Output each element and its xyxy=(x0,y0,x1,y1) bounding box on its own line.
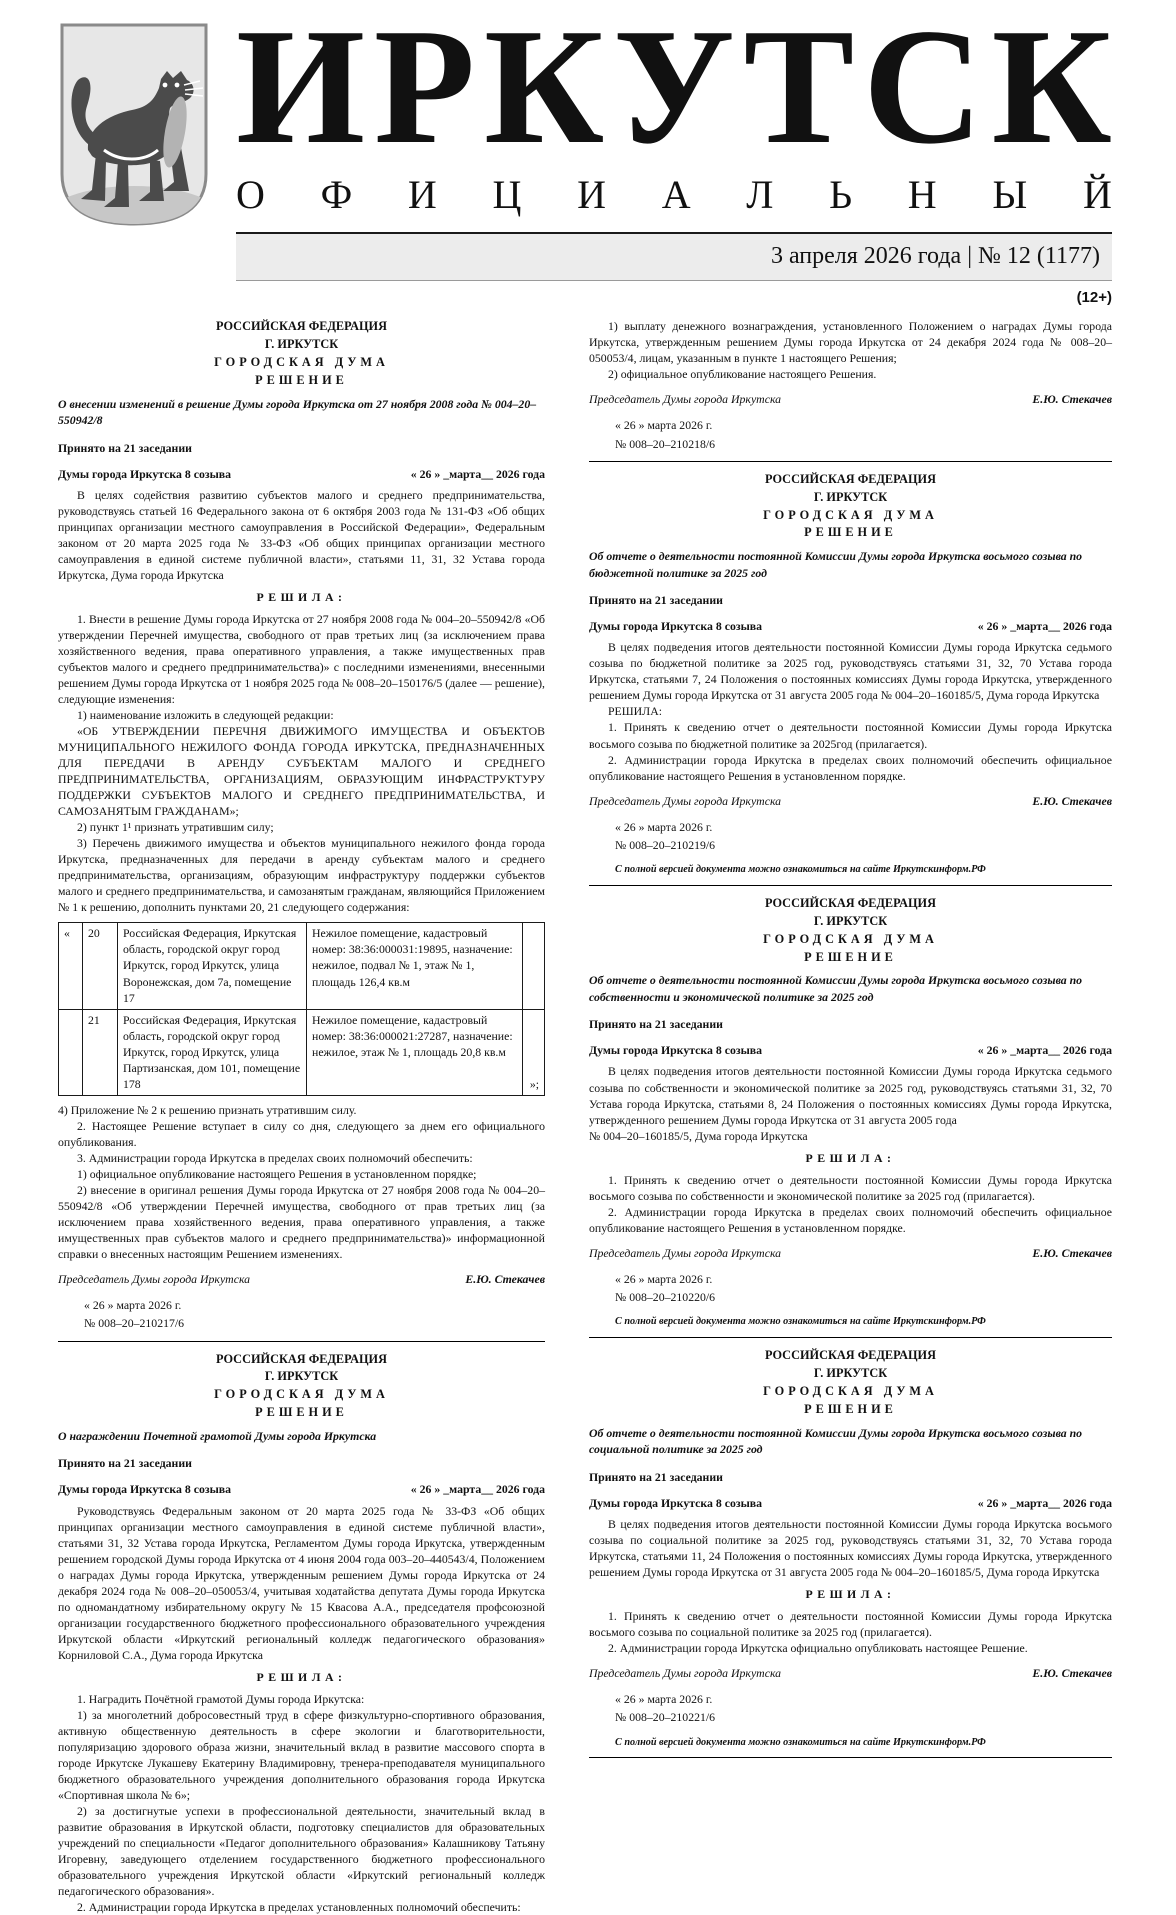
heading-doc-type: РЕШЕНИЕ xyxy=(255,1405,348,1420)
paragraph: 1) за многолетний добросовестный труд в сфере физкультурно-спортивного образования, активную общественную деятельность в сфере экологии и благотворительности, популяризацию здорового образа жизни, значительный вклад в развитие массового спорта в городе Иркутске Лукашеву Екатерину Владимировну, тренера-преподавателя муниципального бюджетного образовательного учреждения дополнительного образования города Иркутска «Спортивная школа № 6»; xyxy=(58,1707,545,1803)
paragraph: «ОБ УТВЕРЖДЕНИИ ПЕРЕЧНЯ ДВИЖИМОГО ИМУЩЕСТВА И ОБЪЕКТОВ МУНИЦИПАЛЬНОГО НЕЖИЛОГО ФОНДА ГОРОДА ИРКУТСКА, ПРЕДНАЗНАЧЕННЫХ ДЛЯ ПЕРЕДАЧИ В АРЕНДУ СУБЪЕКТАМ МАЛОГО И СРЕДНЕГО ПРЕДПРИНИМАТЕЛЬСТВА, ОРГАНИЗАЦИЯМ, ОБРАЗУЮЩИМ ИНФРАСТРУКТУРУ ПОДДЕРЖКИ СУБЪЕКТОВ МАЛОГО И СРЕДНЕГО ПРЕДПРИНИМАТЕЛЬСТВА, И САМОЗАНЯТЫМ ГРАЖДАНАМ»; xyxy=(58,724,545,819)
signature-dates xyxy=(615,416,1112,453)
heading-country: РОССИЙСКАЯ ФЕДЕРАЦИЯ xyxy=(216,1351,387,1366)
full-version-footnote: С полной версией документа можно ознакомиться на сайте Иркутскинформ.РФ xyxy=(615,1316,986,1328)
newspaper-subtitle: О Ф И Ц И А Л Ь Н Ы Й xyxy=(236,171,1112,217)
convocation-label: Думы города Иркутска 8 созыва xyxy=(589,619,763,634)
decision-4 xyxy=(589,895,1112,1329)
chairman-title: Председатель Думы города Иркутска xyxy=(58,1272,251,1287)
decision-subject: Об отчете о деятельности постоянной Комиссии Думы города Иркутска восьмого созыва по собственности и экономической политике за 2025 год xyxy=(589,973,1083,1004)
paragraph: 1. Внести в решение Думы города Иркутска от 27 ноября 2008 года № 004–20–550942/8 «Об утверждении Перечней имущества, свободного от прав третьих лиц (за исключением права хозяйственного ведения, права оперативного управления, а также имущественных прав субъектов малого и среднего предпринимательства)» с последними изменениями, внесенными решением Думы города Иркутска от 1 ноября 2025 года № 008–20–150176/5 (далее — решение), следующие изменения: xyxy=(58,611,545,706)
decision-subject: О внесении изменений в решение Думы города Иркутска от 27 ноября 2008 года № 004–20–550942/8 xyxy=(58,396,537,428)
paragraph: 1) выплату денежного вознаграждения, установленного Положением о наградах Думы города Иркутска, утвержденным решением Думы города Иркутска от 24 декабря 2024 года № 008–20–050053/4, лицам, указанным в пункте 1 настоящего Решения; xyxy=(589,319,1112,366)
resolved-heading: РЕШИЛА: xyxy=(805,1586,896,1601)
chairman-name: Е.Ю. Стекачев xyxy=(465,1272,545,1287)
heading-doc-type: РЕШЕНИЕ xyxy=(804,949,897,964)
paragraph: 1. Принять к сведению отчет о деятельности постоянной Комиссии Думы города Иркутска восьмого созыва по собственности и экономической политике за 2025 год (прилагается). xyxy=(589,1172,1112,1203)
decision-1 xyxy=(58,318,545,1332)
doc-number: № 008–20–210221/6 xyxy=(615,1710,716,1725)
chairman-name: Е.Ю. Стекачев xyxy=(1032,793,1112,808)
convocation-label: Думы города Иркутска 8 созыва xyxy=(589,1495,763,1510)
paragraph: 1. Наградить Почётной грамотой Думы города Иркутска: xyxy=(77,1691,365,1706)
right-column xyxy=(589,318,1112,1915)
adopted-line: Принято на 21 заседании xyxy=(589,1469,723,1484)
description-cell: Нежилое помещение, кадастровый номер: 38:36:000031:19895, назначение: нежилое, подвал № 1, этаж № 1, площадь 126,4 кв.м xyxy=(307,923,523,1009)
heading-doc-type: РЕШЕНИЕ xyxy=(804,1401,897,1416)
heading-city: Г. ИРКУТСК xyxy=(813,489,888,504)
paragraph: 2. Настоящее Решение вступает в силу со дня, следующего за днем его официального опубликования. xyxy=(58,1118,545,1149)
coat-of-arms-logo xyxy=(58,22,210,227)
section-divider xyxy=(589,885,1112,886)
paragraph: № 004–20–160185/5, Дума города Иркутска xyxy=(589,1128,808,1143)
chairman-title: Председатель Думы города Иркутска xyxy=(589,1245,782,1260)
paragraph: 3. Администрации города Иркутска в пределах своих полномочий обеспечить: xyxy=(77,1150,473,1165)
session-date: « 26 » _марта__ 2026 года xyxy=(977,1495,1112,1510)
convocation-row xyxy=(58,1481,545,1497)
paragraph: 2) внесение в оригинал решения Думы города Иркутска от 27 ноября 2008 года № 004–20–550942/8 «Об утверждении Перечней имущества, свободного от прав третьих лиц (за исключением права хозяйственного ведения, права оперативного управления, а также имущественных прав субъектов малого и среднего предпринимательства)» информационной справки о внесенных настоящим Решением изменениях. xyxy=(58,1182,545,1261)
babr-emblem-graphic xyxy=(58,22,210,227)
signature-dates xyxy=(615,818,1112,855)
signature-row xyxy=(58,1271,545,1287)
heading-assembly: ГОРОДСКАЯ ДУМА xyxy=(763,507,938,522)
decision-2-continuation xyxy=(589,318,1112,453)
sign-date: « 26 » марта 2026 г. xyxy=(84,1298,182,1313)
adopted-line: Принято на 21 заседании xyxy=(589,593,723,608)
decision-3 xyxy=(589,471,1112,877)
babr-eye xyxy=(175,83,180,88)
heading-doc-type: РЕШЕНИЕ xyxy=(255,372,348,387)
age-rating-badge: (12+) xyxy=(1076,288,1112,306)
newspaper-title: И Р К У Т С К xyxy=(236,0,1112,178)
convocation-label: Думы города Иркутска 8 созыва xyxy=(58,1482,232,1497)
sign-date: « 26 » марта 2026 г. xyxy=(615,1691,713,1706)
chairman-title: Председатель Думы города Иркутска xyxy=(589,392,782,407)
paragraph: В целях подведения итогов деятельности постоянной Комиссии Думы города Иркутска седьмого созыва по собственности и экономической политике за 2025 год, руководствуясь статьями 31, 32, 70 Устава города Иркутска, статьями 8, 24 Положения о постоянных комиссиях Думы города Иркутска, утвержденного решением Думы города Иркутска от 31 августа 2005 года xyxy=(589,1064,1112,1127)
paragraph: 3) Перечень движимого имущества и объектов муниципального нежилого фонда города Иркутска, предназначенных для передачи в аренду субъектам малого и среднего предпринимательства, организациям, образующим инфраструктуру поддержки субъектов малого и среднего предпринимательства, и самозанятым гражданам, являющийся Приложением № 1 к решению, дополнить пунктами 20, 21 следующего содержания: xyxy=(58,836,545,915)
paragraph: 1) наименование изложить в следующей редакции: xyxy=(77,708,334,722)
paragraph: 1) официальное опубликование настоящего Решения в установленном порядке; xyxy=(77,1166,477,1181)
resolved-heading: РЕШИЛА: xyxy=(256,1669,347,1684)
paragraph: Руководствуясь Федеральным законом от 20 марта 2025 года № 33-ФЗ «Об общих принципах организации местного самоуправления в единой системе публичной власти», статьями 31, 32 Устава города Иркутска, Регламентом Думы города Иркутска, утвержденным решением городской Думы города Иркутска от 4 июня 2004 года 003–20–440543/4, Положением о наградах Думы города Иркутска, утвержденным решением Думы города Иркутска от 24 декабря 2024 года № 008–20–050053/4, учитывая ходатайства депутата Думы города Иркутска по одномандатному избирательному округу № 15 Квасова А.А., председателя профсоюзной организации государственного бюджетного профессионального образовательного учреждения Иркутской области «Иркутский региональный колледж педагогического образования» Корниловой С.А., Дума города Иркутска xyxy=(58,1503,545,1662)
section-divider xyxy=(589,1757,1112,1758)
paragraph: В целях содействия развитию субъектов малого и среднего предпринимательства, руководствуясь статьей 16 Федерального закона от 6 октября 2003 года № 131-ФЗ «Об общих принципах организации местного самоуправления в Российской Федерации», Федеральным законом от 20 марта 2025 года № 33-ФЗ «Об общих принципах организации местного самоуправления в единой системе публичной власти», статьями 11, 31, 32 Устава города Иркутска, Дума города Иркутска xyxy=(58,487,545,582)
resolved-inline: РЕШИЛА: xyxy=(608,704,662,719)
full-version-footnote: С полной версией документа можно ознакомиться на сайте Иркутскинформ.РФ xyxy=(615,864,986,876)
heading-country: РОССИЙСКАЯ ФЕДЕРАЦИЯ xyxy=(765,896,936,911)
paragraph: 2. Администрации города Иркутска в пределах установленных полномочий обеспечить: xyxy=(77,1900,521,1915)
decision-5 xyxy=(589,1347,1112,1749)
session-date: « 26 » _марта__ 2026 года xyxy=(977,1043,1112,1058)
signature-dates xyxy=(615,1690,1112,1727)
paragraph: В целях подведения итогов деятельности постоянной Комиссии Думы города Иркутска седьмого созыва по бюджетной политике за 2025 год, руководствуясь статьями 31, 32, 70 Устава города Иркутска, статьями 7, 24 Положения о постоянных комиссиях Думы города Иркутска, утвержденного решением Думы города Иркутска от 31 августа 2005 года № 004–20–160185/5, Дума города Иркутска xyxy=(589,640,1112,703)
resolved-heading: РЕШИЛА: xyxy=(256,589,347,604)
heading-doc-type: РЕШЕНИЕ xyxy=(804,525,897,540)
doc-number: № 008–20–210217/6 xyxy=(84,1316,185,1331)
signature-dates xyxy=(84,1296,545,1333)
table-row xyxy=(59,923,545,1009)
left-column xyxy=(58,318,545,1915)
issue-date: 3 апреля 2026 года | № 12 (1177) xyxy=(770,243,1100,270)
resolved-heading: РЕШИЛА: xyxy=(805,1150,896,1165)
convocation-row xyxy=(589,618,1112,634)
paragraph: 4) Приложение № 2 к решению признать утратившим силу. xyxy=(58,1102,357,1117)
heading-country: РОССИЙСКАЯ ФЕДЕРАЦИЯ xyxy=(765,471,936,486)
property-table xyxy=(58,922,545,1095)
paragraph: 2. Администрации города Иркутска официально опубликовать настоящее Решение. xyxy=(608,1640,1028,1655)
decision-subject: О награждении Почетной грамотой Думы города Иркутска xyxy=(58,1428,377,1443)
signature-row xyxy=(589,1245,1112,1261)
decision-heading xyxy=(58,1351,545,1422)
chairman-name: Е.Ю. Стекачев xyxy=(1032,1665,1112,1680)
chairman-name: Е.Ю. Стекачев xyxy=(1032,392,1112,407)
sign-date: « 26 » марта 2026 г. xyxy=(615,418,713,433)
paragraph: 2) официальное опубликование настоящего Решения. xyxy=(608,367,877,382)
heading-assembly: ГОРОДСКАЯ ДУМА xyxy=(214,1387,389,1402)
paragraph: 2. Администрации города Иркутска в пределах своих полномочий обеспечить официальное опубликование настоящего Решения в установленном порядке. xyxy=(589,752,1112,783)
adopted-line: Принято на 21 заседании xyxy=(58,1456,192,1471)
decision-heading xyxy=(589,895,1112,966)
chairman-name: Е.Ю. Стекачев xyxy=(1032,1245,1112,1260)
chairman-title: Председатель Думы города Иркутска xyxy=(589,1665,782,1680)
adopted-line: Принято на 21 заседании xyxy=(589,1017,723,1032)
heading-city: Г. ИРКУТСК xyxy=(813,913,888,928)
adopted-line: Принято на 21 заседании xyxy=(58,440,192,455)
chairman-title: Председатель Думы города Иркутска xyxy=(589,793,782,808)
session-date: « 26 » _марта__ 2026 года xyxy=(977,619,1112,634)
signature-row xyxy=(589,1665,1112,1681)
convocation-row xyxy=(589,1042,1112,1058)
address-cell: Российская Федерация, Иркутская область, городской округ город Иркутск, город Иркутск, улица Партизанская, дом 101, помещение 178 xyxy=(118,1009,307,1095)
open-quote-cell xyxy=(59,1009,83,1095)
content-columns xyxy=(58,318,1112,1915)
paragraph: 2) пункт 1¹ признать утратившим силу; xyxy=(77,820,274,835)
heading-country: РОССИЙСКАЯ ФЕДЕРАЦИЯ xyxy=(216,319,387,334)
close-quote-cell xyxy=(523,923,545,1009)
address-cell: Российская Федерация, Иркутская область, городской округ город Иркутск, город Иркутск, улица Воронежская, дом 7а, помещение 17 xyxy=(118,923,307,1009)
heading-country: РОССИЙСКАЯ ФЕДЕРАЦИЯ xyxy=(765,1348,936,1363)
paragraph: 1. Принять к сведению отчет о деятельности постоянной Комиссии Думы города Иркутска восьмого созыва по бюджетной политике за 2025год (прилагается). xyxy=(589,720,1112,751)
section-divider xyxy=(589,461,1112,462)
decision-heading xyxy=(58,318,545,389)
session-date: « 26 » _марта__ 2026 года xyxy=(410,466,545,481)
issue-date-bar xyxy=(236,232,1112,281)
heading-assembly: ГОРОДСКАЯ ДУМА xyxy=(214,354,389,369)
heading-assembly: ГОРОДСКАЯ ДУМА xyxy=(763,931,938,946)
paragraph: 2. Администрации города Иркутска в пределах своих полномочий обеспечить официальное опубликование настоящего Решения в установленном порядке. xyxy=(589,1204,1112,1235)
decision-heading xyxy=(589,471,1112,542)
decision-heading xyxy=(589,1347,1112,1418)
signature-dates xyxy=(615,1270,1112,1307)
close-quote-cell: »; xyxy=(523,1009,545,1095)
signature-row xyxy=(589,391,1112,407)
description-cell: Нежилое помещение, кадастровый номер: 38:36:000021:27287, назначение: нежилое, этаж № 1, площадь 20,8 кв.м xyxy=(307,1009,523,1095)
table-row xyxy=(59,1009,545,1095)
sign-date: « 26 » марта 2026 г. xyxy=(615,1271,713,1286)
doc-number: № 008–20–210219/6 xyxy=(615,837,716,852)
paragraph: В целях подведения итогов деятельности постоянной Комиссии Думы города Иркутска восьмого созыва по социальной политике за 2025 год, руководствуясь статьями 31, 32, 70 Устава города Иркутска, статьями 11, 24 Положения о постоянных комиссиях Думы города Иркутска, утвержденного решением Думы города Иркутска от 31 августа 2005 года № 004–20–160185/5, Дума города Иркутска xyxy=(589,1516,1112,1579)
babr-eye xyxy=(163,83,168,88)
heading-city: Г. ИРКУТСК xyxy=(264,337,339,352)
paragraph: 1. Принять к сведению отчет о деятельности постоянной Комиссии Думы города Иркутска восьмого созыва по социальной политике за 2025 год (прилагается). xyxy=(589,1608,1112,1639)
item-number-cell: 21 xyxy=(83,1009,118,1095)
full-version-footnote: С полной версией документа можно ознакомиться на сайте Иркутскинформ.РФ xyxy=(615,1736,986,1748)
convocation-label: Думы города Иркутска 8 созыва xyxy=(589,1043,763,1058)
decision-subject: Об отчете о деятельности постоянной Комиссии Думы города Иркутска восьмого созыва по социальной политике за 2025 год xyxy=(589,1425,1083,1457)
item-number-cell: 20 xyxy=(83,923,118,1009)
convocation-row xyxy=(589,1495,1112,1511)
decision-2 xyxy=(58,1351,545,1915)
signature-row xyxy=(589,793,1112,809)
heading-assembly: ГОРОДСКАЯ ДУМА xyxy=(763,1383,938,1398)
paragraph: 2) за достигнутые успехи в профессиональной деятельности, значительный вклад в развитие образования в Иркутской области, подготовку специалистов для образовательных учреждений по специальности «Педагог дополнительного образования» Калашникову Татьяну Игоревну, заведующего отделением государственного бюджетного профессионального образовательного учреждения Иркутской области «Иркутский региональный колледж педагогического образования». xyxy=(58,1804,545,1899)
sign-date: « 26 » марта 2026 г. xyxy=(615,819,713,834)
convocation-row xyxy=(58,466,545,482)
section-divider xyxy=(589,1337,1112,1338)
open-quote-cell: « xyxy=(59,923,83,1009)
session-date: « 26 » _марта__ 2026 года xyxy=(410,1482,545,1497)
heading-city: Г. ИРКУТСК xyxy=(264,1369,339,1384)
masthead xyxy=(58,0,1112,308)
doc-number: № 008–20–210220/6 xyxy=(615,1290,716,1305)
doc-number: № 008–20–210218/6 xyxy=(615,436,716,451)
convocation-label: Думы города Иркутска 8 созыва xyxy=(58,466,232,481)
section-divider xyxy=(58,1341,545,1342)
heading-city: Г. ИРКУТСК xyxy=(813,1366,888,1381)
decision-subject: Об отчете о деятельности постоянной Комиссии Думы города Иркутска восьмого созыва по бюджетной политике за 2025 год xyxy=(589,549,1083,580)
